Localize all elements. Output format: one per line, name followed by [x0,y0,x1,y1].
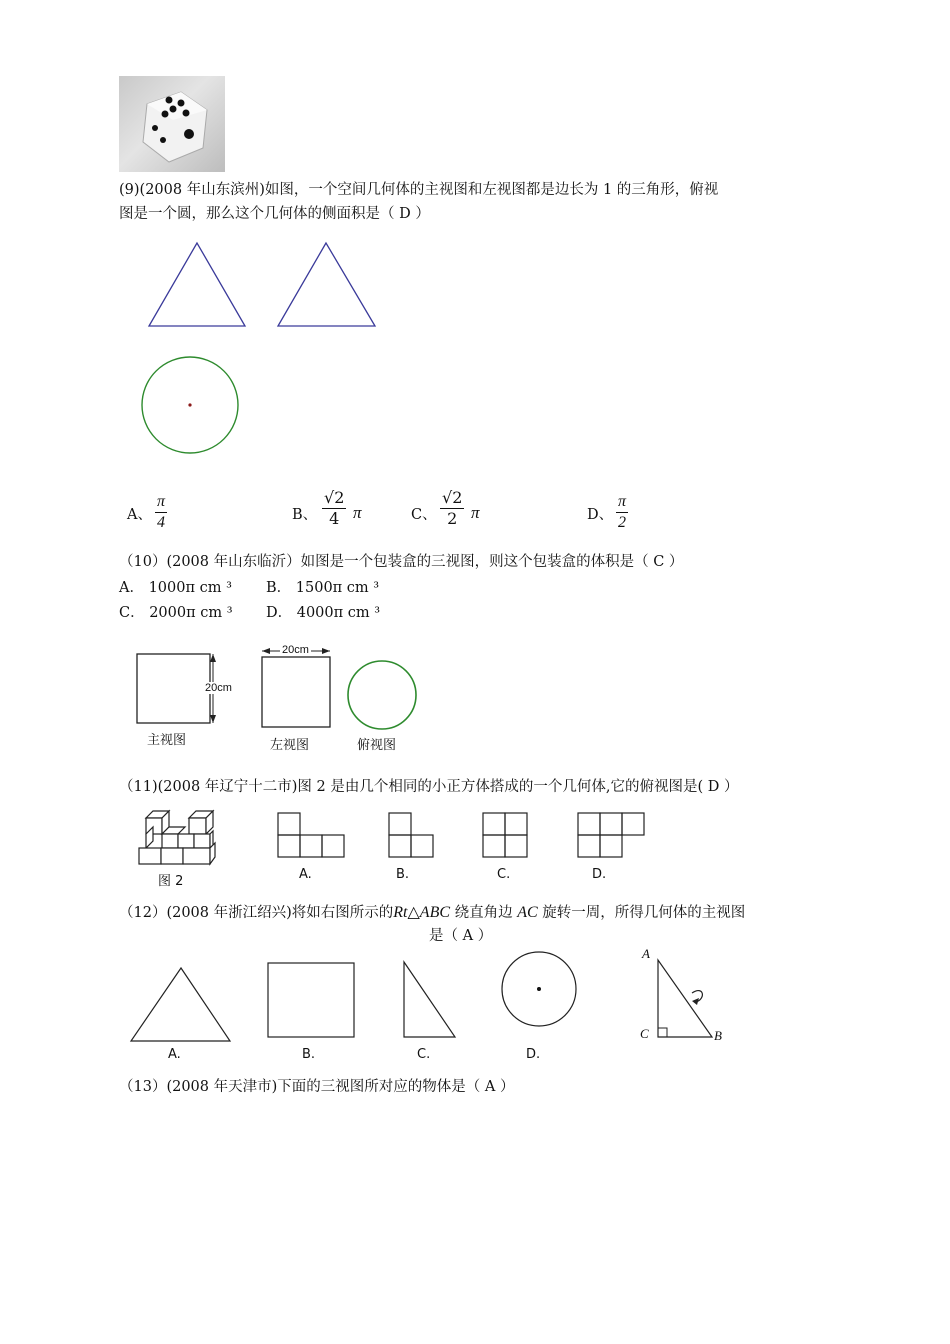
q12-rt-triangle-abc [658,960,712,1037]
q12-right-angle-mark [658,1028,667,1037]
q12-point-a: A [642,946,650,961]
q10-option-d: D． 4000π cm ³ [266,605,381,621]
q12-option-b: B. [302,1047,316,1062]
q12-ac: AC [517,904,538,921]
q9-option-b-label: B、 [292,507,318,523]
q9-option-c-label: C、 [411,507,437,523]
q12-point-c: C [640,1026,649,1041]
q13-line1: （13）(2008 年天津市)下面的三视图所对应的物体是（ A ） [119,1079,515,1095]
q10-caption-left: 左视图 [270,738,310,753]
q11-option-a: A. [299,867,312,882]
q11-line1: （11)(2008 年辽宁十二市)图 2 是由几个相同的小正方体搭成的一个几何体,它的俯视图是( D ） [119,779,739,795]
q9-b-denominator: 4 [329,509,340,528]
q9-a-denominator: 4 [157,514,165,531]
q9-b-numerator: √2 [324,488,345,507]
q10-dim-top-label: 20cm [282,644,309,656]
q12-option-b-rectangle [268,963,354,1037]
q10-dim-left-label: 20cm [205,682,245,694]
q9-b-pi: π [353,503,362,522]
q9-d-numerator: π [616,492,628,513]
q11-option-c: C. [497,867,511,882]
q12-text-c: 旋转一周，所得几何体的主视图 [537,905,746,921]
q11-figure-label: 图 2 [158,874,184,889]
q12-line2: 是（ A ） [429,928,493,944]
q12-option-c-right-triangle [404,962,455,1037]
q12-option-c: C. [417,1047,431,1062]
q9-c-denominator: 2 [447,509,458,528]
q12-text-b: 绕直角边 [450,905,518,921]
q12-rt-triangle: Rt△ABC [393,904,451,921]
q10-line1: （10）(2008 年山东临沂）如图是一个包装盒的三视图，则这个包装盒的体积是（ C ） [119,554,684,570]
q11-option-d: D. [592,867,607,882]
q12-option-a: A. [168,1047,181,1062]
q9-option-a-label: A、 [127,507,152,523]
q12-option-d-center [537,987,541,991]
q9-line1: (9)(2008 年山东滨州)如图，一个空间几何体的主视图和左视图都是边长为 1 的三角形，俯视 [119,182,719,198]
q10-option-c: C． 2000π cm ³ [119,605,233,621]
q9-line2: 图是一个圆，那么这个几何体的侧面积是（ D ） [119,206,430,222]
q9-c-numerator: √2 [442,488,463,507]
q9-a-numerator: π [155,492,167,513]
q12-option-d: D. [526,1047,541,1062]
q9-c-pi: π [471,503,480,522]
q10-caption-front: 主视图 [147,733,187,748]
q12-point-b: B [714,1028,722,1043]
q10-option-b: B． 1500π cm ³ [266,580,380,596]
q10-option-a: A． 1000π cm ³ [119,580,232,596]
q11-option-b: B. [396,867,410,882]
q12-option-a-triangle [131,968,230,1041]
q9-option-d-label: D、 [587,507,614,523]
q9-d-denominator: 2 [618,514,626,531]
q12-text-a: （12）(2008 年浙江绍兴)将如右图所示的 [119,905,394,921]
q10-caption-top: 俯视图 [357,738,397,753]
